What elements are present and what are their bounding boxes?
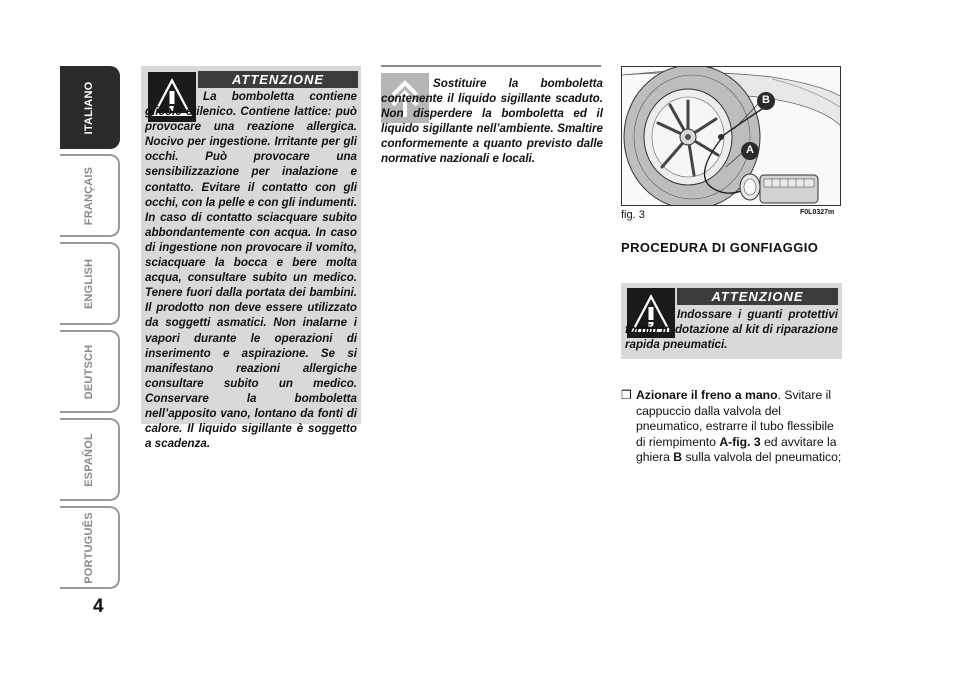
tab-label: DEUTSCH — [83, 344, 95, 399]
tab-label: ESPAÑOL — [83, 432, 95, 487]
figure-code: F0L0327m — [800, 209, 835, 216]
environment-note-text: Sostituire la bomboletta contenente il liquido sigillante scaduto. Non disperdere la bomboletta ed il liquido sigillante nell’ambiente. Smaltire conformemente a quanto previsto dalle normative nazionali e locali. — [381, 77, 603, 166]
language-tabs — [60, 66, 122, 594]
tab-portugues[interactable] — [60, 506, 120, 589]
tyre-compressor-illustration — [622, 67, 841, 206]
tab-label: ITALIANO — [83, 81, 95, 134]
tab-espanol[interactable] — [60, 418, 120, 501]
step-ref-b: B — [673, 450, 683, 464]
tab-label: PORTUGUÊS — [83, 511, 95, 584]
tab-english[interactable] — [60, 242, 120, 325]
step-figure-ref: A-fig. 3 — [719, 434, 761, 449]
step-text-2: ed avvitare la ghiera — [636, 434, 837, 464]
step-text-3: sulla valvola del pneumatico; — [682, 450, 842, 464]
figure-caption: fig. 3 — [621, 209, 645, 221]
warning-title: ATTENZIONE — [198, 71, 358, 88]
warning-title: ATTENZIONE — [677, 288, 838, 305]
checkbox-bullet-icon: ❒ — [621, 388, 632, 402]
tab-label: ENGLISH — [83, 258, 95, 309]
section-divider — [381, 65, 601, 67]
warning-left-text: La bomboletta contiene glicole etilenico. Contiene lattice: può provocare una reazione allergica. Nocivo per ingestione. Irritante per gli occhi. Può provocare una sensibilizzazione per inalazione e contatto. Evitare il contatto con gli occhi, con la pelle e con gli indumenti. In caso di contatto sciacquare subito abbondantemente con acqua. In caso di ingestione non provocare il vomito, sciacquare la bocca e bere molta acqua, consultare subito un medico. Tenere fuori dalla portata dei bambini. Il prodotto non deve essere utilizzato da soggetti asmatici. Non inalarne i vapori durante le operazioni di inserimento e aspirazione. Se si manifestano reazioni allergiche consultare subito un medico. Conservare la bomboletta nell’apposito vano, lontano da fonti di calore. Il liquido sigillante è soggetto a scadenza. — [145, 90, 357, 451]
tab-deutsch[interactable] — [60, 330, 120, 413]
page-number: 4 — [93, 596, 104, 617]
warning-right-text: Indossare i guanti protettivi forniti in dotazione al kit di riparazione rapida pneumatici. — [625, 308, 838, 352]
figure-compressor-tyre — [621, 66, 841, 206]
tab-label: FRANÇAIS — [83, 166, 95, 225]
tab-francais[interactable] — [60, 154, 120, 237]
tab-italiano[interactable] — [60, 66, 120, 149]
procedure-step — [621, 388, 843, 466]
step-lead: Azionare il freno a mano — [636, 388, 778, 402]
callout-a-label: A — [746, 144, 754, 156]
section-heading: PROCEDURA DI GONFIAGGIO — [621, 240, 819, 255]
step-text-1: . Svitare il cappuccio dalla valvola del pneumatico, estrarre il tubo flessibile di riempimento — [636, 388, 834, 449]
callout-b-label: B — [762, 94, 770, 106]
